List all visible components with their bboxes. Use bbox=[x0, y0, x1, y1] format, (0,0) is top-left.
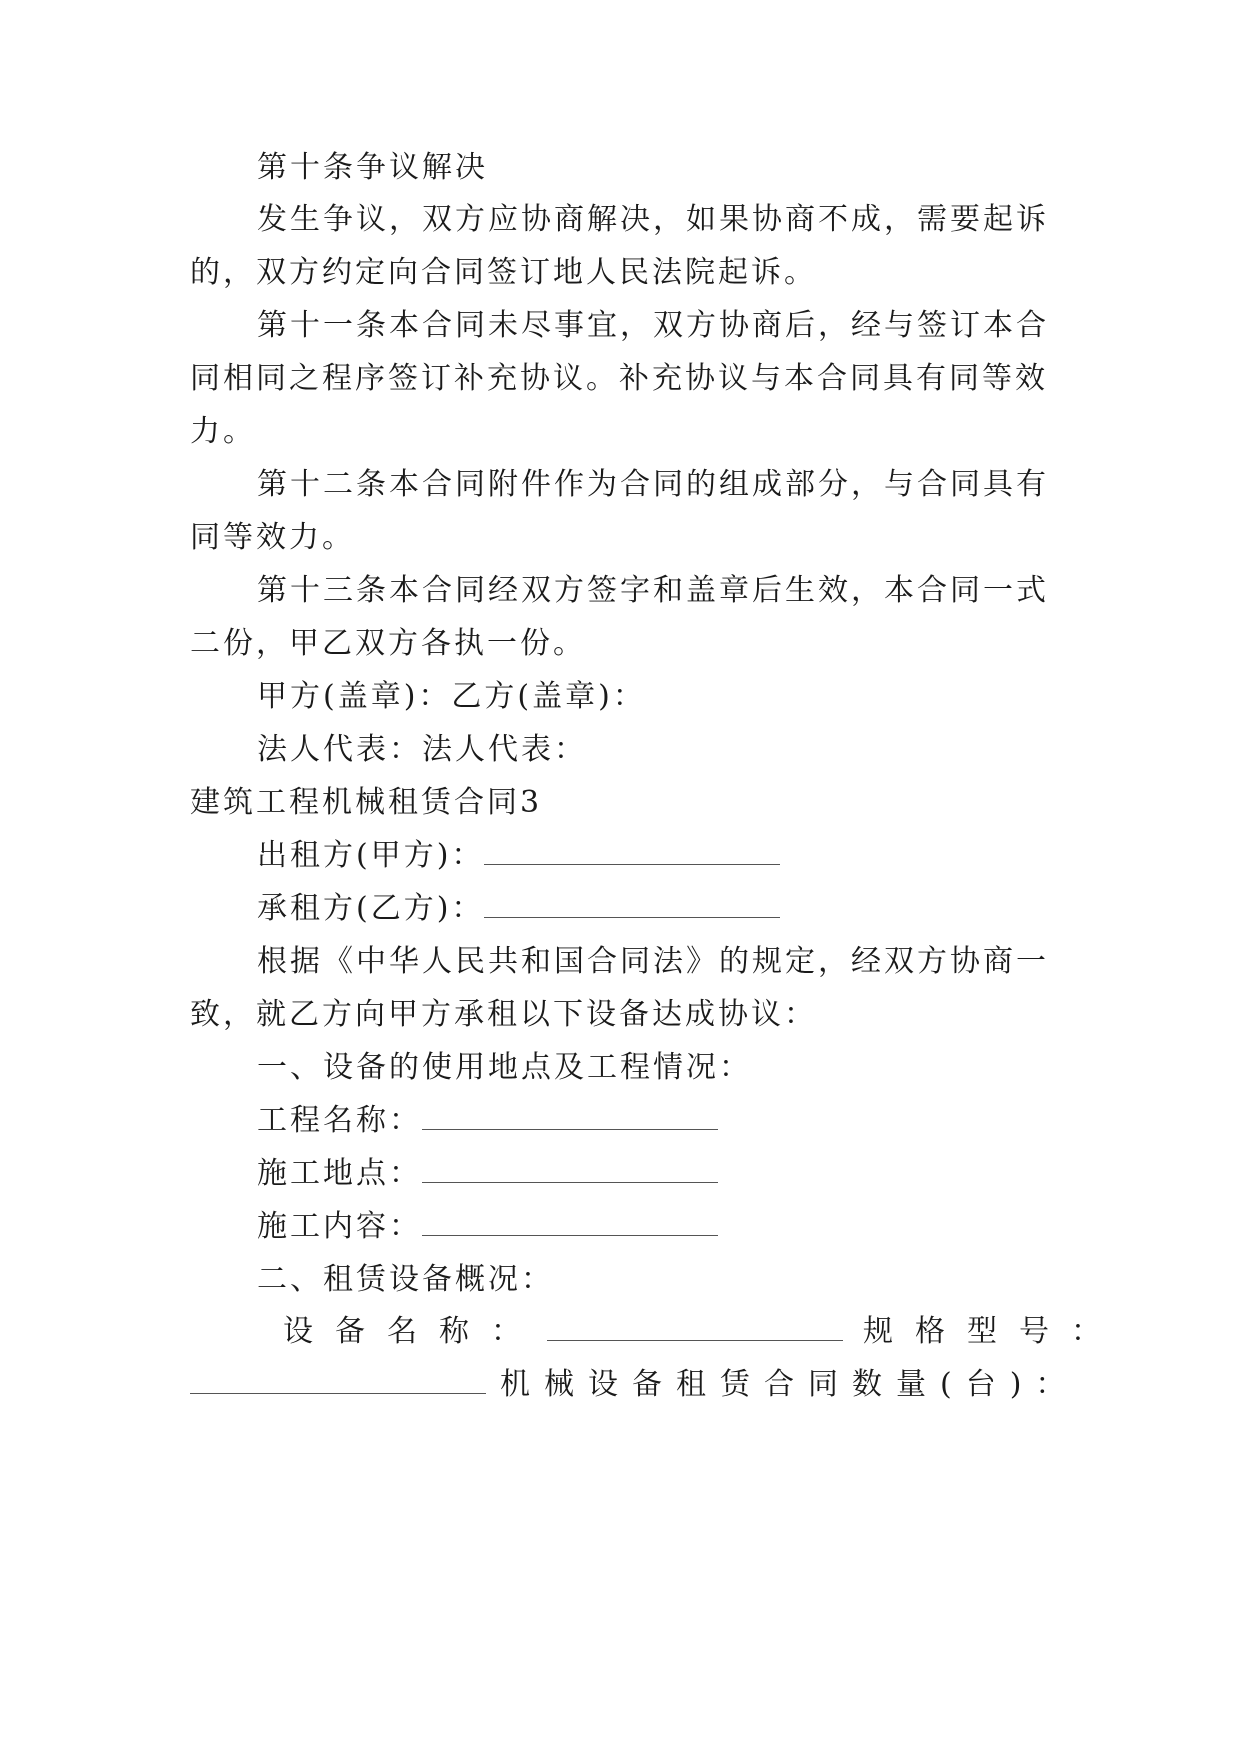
article11-text-line2: 同相同之程序签订补充协议。补充协议与本合同具有同等效 bbox=[190, 361, 1048, 396]
basis-text-line1: 根据《中华人民共和国合同法》的规定，经双方协商一 bbox=[257, 944, 1049, 979]
basis-text-line2: 致，就乙方向甲方承租以下设备达成协议： bbox=[190, 997, 817, 1032]
project-name-line bbox=[257, 1101, 718, 1141]
lessor-label: 出租方(甲方)： bbox=[257, 838, 485, 873]
article13-text-line2: 二份，甲乙双方各执一份。 bbox=[190, 626, 586, 661]
legal-rep-line: 法人代表：法人代表： bbox=[257, 732, 587, 767]
article12-text-line1: 第十二条本合同附件作为合同的组成部分，与合同具有 bbox=[257, 467, 1049, 502]
section2-title: 二、租赁设备概况： bbox=[257, 1262, 554, 1297]
lessor-line bbox=[257, 836, 780, 876]
article10-title: 第十条争议解决 bbox=[257, 150, 488, 185]
equipment-name-line bbox=[283, 1312, 1123, 1352]
article12-text-line2: 同等效力。 bbox=[190, 520, 355, 555]
section1-title: 一、设备的使用地点及工程情况： bbox=[257, 1050, 752, 1085]
quantity-line bbox=[190, 1365, 1079, 1405]
article11-text-line1: 第十一条本合同未尽事宜，双方协商后，经与签订本合 bbox=[257, 308, 1049, 343]
equipment-name-label: 设备名称： bbox=[283, 1314, 543, 1349]
project-name-label: 工程名称： bbox=[257, 1103, 422, 1138]
article11-text-line3: 力。 bbox=[190, 414, 256, 449]
lessee-line bbox=[257, 889, 780, 929]
content-label: 施工内容： bbox=[257, 1209, 422, 1244]
content-blank bbox=[422, 1211, 718, 1236]
project-name-blank bbox=[422, 1105, 718, 1130]
spec-label: 规格型号： bbox=[863, 1314, 1123, 1349]
seal-line: 甲方(盖章)：乙方(盖章)： bbox=[257, 679, 646, 714]
article10-text-line2: 的，双方约定向合同签订地人民法院起诉。 bbox=[190, 255, 817, 290]
equipment-name-blank bbox=[547, 1316, 843, 1341]
contract3-title: 建筑工程机械租赁合同3 bbox=[190, 785, 543, 820]
content-line bbox=[257, 1207, 718, 1247]
site-line bbox=[257, 1154, 718, 1194]
article10-text-line1: 发生争议，双方应协商解决，如果协商不成，需要起诉 bbox=[257, 202, 1049, 237]
site-label: 施工地点： bbox=[257, 1156, 422, 1191]
lessee-label: 承租方(乙方)： bbox=[257, 891, 485, 926]
quantity-label: 机械设备租赁合同数量(台)： bbox=[500, 1367, 1080, 1402]
site-blank bbox=[422, 1158, 718, 1183]
spec-blank bbox=[190, 1369, 486, 1394]
article13-text-line1: 第十三条本合同经双方签字和盖章后生效，本合同一式 bbox=[257, 573, 1049, 608]
lessor-blank bbox=[484, 840, 780, 865]
lessee-blank bbox=[484, 893, 780, 918]
